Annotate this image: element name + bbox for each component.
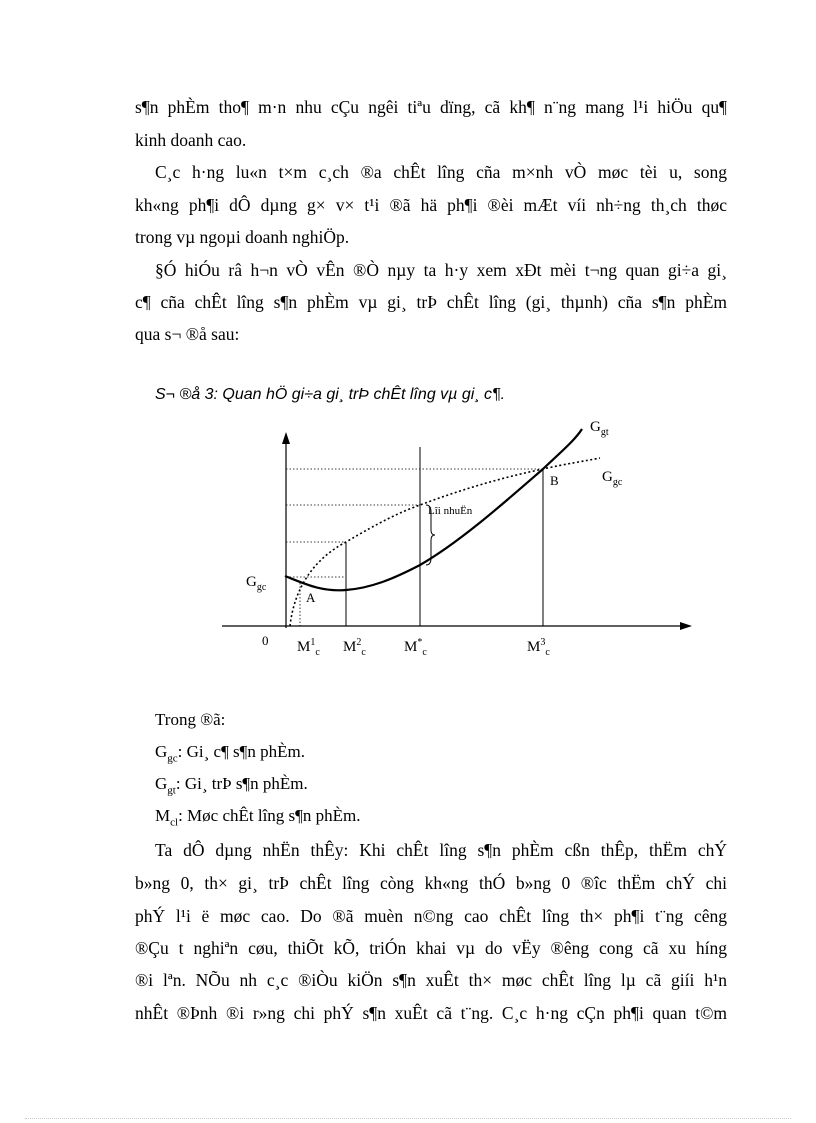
m1-label: $M^1_c$ [297, 637, 320, 658]
mstar-label: $M^*_c$ [404, 637, 427, 658]
text-line: ®Çu t nghiªn cøu, thiÕt kÕ, triÓn khai vµ do vËy ®êng cong cã xu híng [135, 938, 727, 958]
text-line: trong vµ ngoµi doanh nghiÖp. [135, 227, 350, 247]
legend-item-ggt: $G_{gt}$: Gi¸ trÞ s¶n phÈm. [155, 774, 308, 797]
text-line: s¶n phÈm tho¶ m·n nhu cÇu ngêi tiªu dïng, cã kh¶ n¨ng mang l¹i hiÖu qu¶ [135, 97, 727, 117]
text-line: nhÊt ®Þnh ®i r»ng chi phÝ s¶n xuÊt cã t¨ng. C¸c h·ng cÇn ph¶i quan t©m [135, 1003, 727, 1023]
text-line: phÝ l¹i ë møc cao. Do ®ã muèn n©ng cao chÊt lîng th× ph¶i t¨ng cêng [135, 906, 727, 926]
y-axis-arrow [282, 432, 290, 444]
origin-label: 0 [262, 633, 269, 648]
m3-label: $M^3_c$ [527, 637, 550, 658]
x-axis-arrow [680, 622, 692, 630]
ggt-label: $G_{gt}$ [590, 419, 609, 438]
ggc-right-label: $G_{gc}$ [602, 469, 623, 488]
legend-item-mcl: $M_{cl}$: Møc chÊt lîng s¶n phÈm. [155, 806, 361, 829]
text-line: Ta dÔ dµng nhËn thÊy: Khi chÊt lîng s¶n phÈm cßn thÊp, thËm chÝ [155, 840, 727, 860]
legend-intro: Trong ®ã: [155, 710, 226, 729]
legend-item-ggc: $G_{gc}$: Gi¸ c¶ s¶n phÈm. [155, 742, 305, 765]
text-line: kinh doanh cao. [135, 130, 247, 150]
m2-label: $M^2_c$ [343, 637, 366, 658]
point-b-label: B [550, 473, 559, 488]
text-line: qua s¬ ®å sau: [135, 324, 240, 344]
profit-label: Lîi nhuËn [428, 505, 473, 517]
page-bottom-rule [25, 1118, 791, 1119]
text-line: kh«ng ph¶i dÔ dµng g× v× t¹i ®ã hä ph¶i ®èi mÆt víi nh÷ng th¸ch thøc [135, 195, 727, 215]
text-line: c¶ cña chÊt lîng s¶n phÈm vµ gi¸ trÞ chÊt lîng (gi¸ thµnh) cña s¶n phÈm [135, 292, 727, 312]
text-line: §Ó hiÓu râ h¬n vÒ vÊn ®Ò nµy ta h·y xem xÐt mèi t¬ng quan gi÷a gi¸ [155, 260, 727, 280]
text-line: b»ng 0, th× gi¸ trÞ chÊt lîng còng kh«ng thÓ b»ng 0 ®îc thËm chÝ chi [135, 873, 727, 893]
text-line: C¸c h·ng lu«n t×m c¸ch ®a chÊt lîng cña m×nh vÒ møc tèi u, song [155, 162, 727, 182]
ggc-left-label: $G_{gc}$ [246, 574, 267, 593]
text-line: ®i lªn. NÕu nh c¸c ®iÒu kiÖn s¶n xuÊt th× møc chÊt lîng lµ cã giíi h¹n [135, 970, 727, 990]
point-a-label: A [306, 590, 316, 605]
figure-caption: S¬ ®å 3: Quan hÖ gi÷a gi¸ trÞ chÊt lîng vµ gi¸ c¶. [155, 386, 506, 403]
